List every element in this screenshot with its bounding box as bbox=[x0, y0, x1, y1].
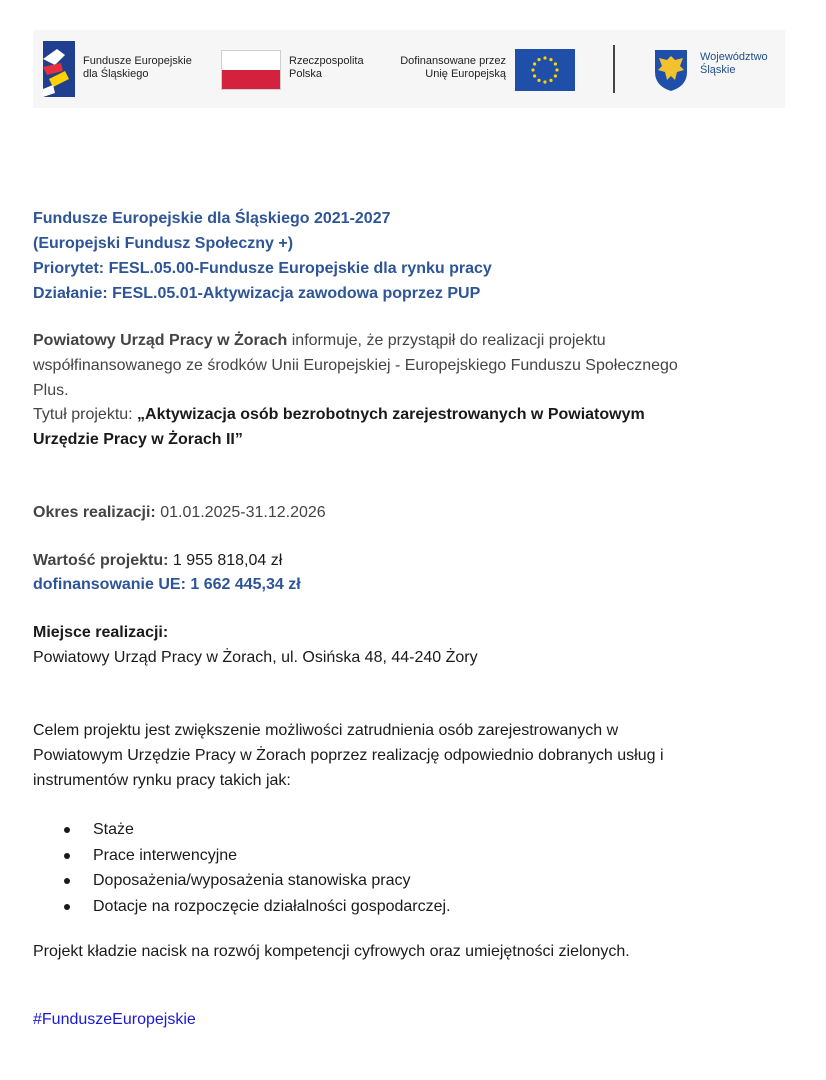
intro-line3: Plus. bbox=[33, 382, 69, 399]
office-name: Powiatowy Urząd Pracy w Żorach bbox=[33, 332, 288, 349]
logo-bar bbox=[33, 30, 785, 108]
project-title-line1 bbox=[33, 404, 645, 427]
priority-line: Priorytet: FESL.05.00-Fundusze Europejskie dla rynku pracy bbox=[33, 260, 492, 277]
pl-logo-line2: Polska bbox=[289, 68, 323, 80]
period-label: Okres realizacji: bbox=[33, 504, 156, 521]
intro-line1 bbox=[33, 330, 606, 353]
intro-text1: informuje, że przystąpił do realizacji projektu bbox=[287, 332, 606, 349]
slask-logo-text bbox=[700, 51, 768, 77]
emphasis-text: Projekt kładzie nacisk na rozwój kompetencji cyfrowych oraz umiejętności zielonych. bbox=[33, 943, 630, 960]
period-value: 01.01.2025-31.12.2026 bbox=[155, 504, 326, 521]
list-item: Staże bbox=[33, 817, 451, 843]
eu-logo-line1: Dofinansowane przez bbox=[400, 55, 506, 67]
eu-logo-line2: Unię Europejską bbox=[425, 68, 506, 80]
intro-line2: współfinansowanego ze środków Unii Europejskiej - Europejskiego Funduszu Społecznego bbox=[33, 357, 678, 374]
project-title-line2: Urzędzie Pracy w Żorach II” bbox=[33, 431, 243, 448]
goal-line1: Celem projektu jest zwiększenie możliwości zatrudnienia osób zarejestrowanych w bbox=[33, 722, 619, 739]
project-value-amount: 1 955 818,04 zł bbox=[168, 552, 283, 569]
eu-star bbox=[531, 68, 534, 71]
program-line1: Fundusze Europejskie dla Śląskiego 2021-2027 bbox=[33, 210, 391, 227]
project-value bbox=[33, 550, 282, 573]
eu-star bbox=[543, 56, 546, 59]
project-title: „Aktywizacja osób bezrobotnych zarejestrowanych w Powiatowym bbox=[137, 406, 645, 423]
polish-flag-icon bbox=[221, 50, 281, 90]
period bbox=[33, 502, 326, 525]
slask-logo-line1: Województwo bbox=[700, 51, 768, 63]
action-line: Działanie: FESL.05.01-Aktywizacja zawodowa poprzez PUP bbox=[33, 285, 481, 302]
fe-logo-line2: dla Śląskiego bbox=[83, 68, 149, 80]
eu-star bbox=[555, 68, 558, 71]
fe-logo-line1: Fundusze Europejskie bbox=[83, 55, 192, 67]
slask-logo-line2: Śląskie bbox=[700, 64, 736, 76]
eu-star bbox=[533, 74, 536, 77]
eu-star bbox=[543, 80, 546, 83]
eu-star bbox=[549, 79, 552, 82]
place-value: Powiatowy Urząd Pracy w Żorach, ul. Osińska 48, 44-240 Żory bbox=[33, 649, 478, 666]
fe-star-flag-icon bbox=[43, 41, 75, 97]
list-item: Prace interwencyjne bbox=[33, 843, 451, 869]
fe-logo-text bbox=[83, 55, 192, 81]
silesia-eagle-crest-icon bbox=[653, 48, 689, 92]
eu-star bbox=[549, 58, 552, 61]
project-value-label: Wartość projektu: bbox=[33, 552, 169, 569]
eu-star bbox=[533, 62, 536, 65]
eu-cofunding: dofinansowanie UE: 1 662 445,34 zł bbox=[33, 576, 301, 593]
tools-list bbox=[33, 817, 451, 919]
eu-flag-icon bbox=[515, 49, 575, 91]
eu-star bbox=[537, 79, 540, 82]
program-line2: (Europejski Fundusz Społeczny +) bbox=[33, 235, 294, 252]
hashtag-link[interactable]: #FunduszeEuropejskie bbox=[33, 1011, 196, 1028]
place-label: Miejsce realizacji: bbox=[33, 624, 169, 641]
project-title-label: Tytuł projektu: bbox=[33, 406, 138, 423]
goal-line2: Powiatowym Urzędzie Pracy w Żorach poprzez realizację odpowiednio dobranych usług i bbox=[33, 747, 664, 764]
eu-star bbox=[554, 74, 557, 77]
list-item: Doposażenia/wyposażenia stanowiska pracy bbox=[33, 868, 451, 894]
pl-logo-line1: Rzeczpospolita bbox=[289, 55, 364, 67]
eu-star bbox=[554, 62, 557, 65]
eu-star bbox=[537, 58, 540, 61]
goal-line3: instrumentów rynku pracy takich jak: bbox=[33, 772, 291, 789]
eu-logo-text bbox=[378, 55, 506, 81]
logo-separator bbox=[613, 45, 615, 93]
pl-logo-text bbox=[289, 55, 364, 81]
list-item: Dotacje na rozpoczęcie działalności gospodarczej. bbox=[33, 894, 451, 920]
